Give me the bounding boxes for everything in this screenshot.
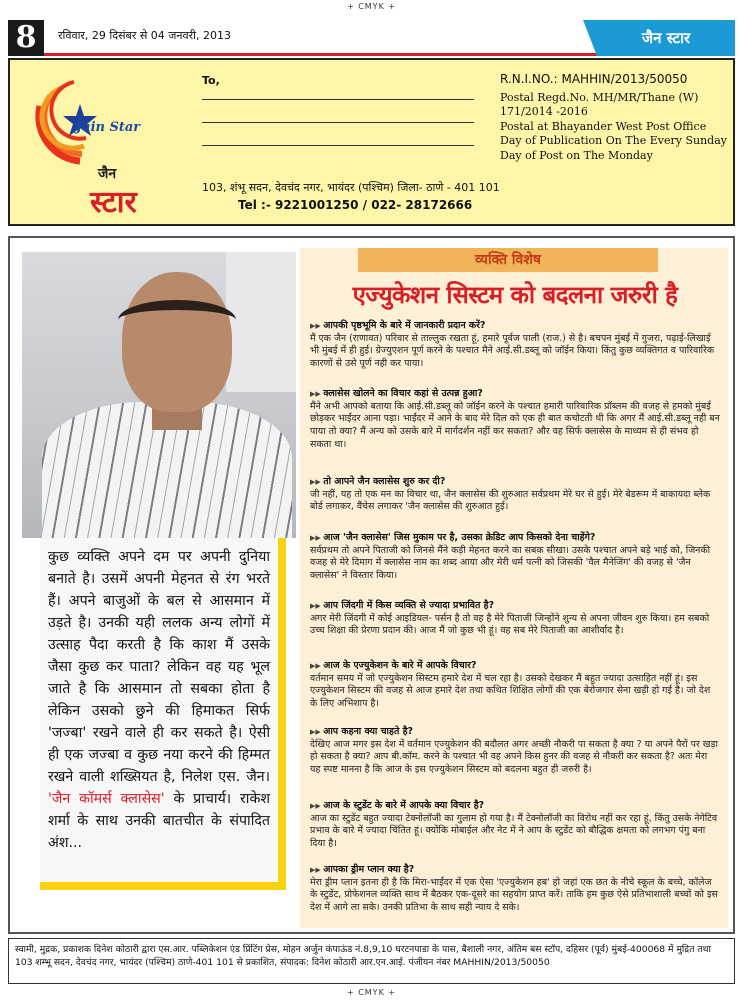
postal-line: Day of Publication On The Every Sunday	[500, 134, 727, 147]
address-block	[202, 74, 482, 146]
issue-date: रविवार, 29 दिसंबर से 04 जनवरी, 2013	[58, 29, 231, 42]
date-strip	[44, 20, 604, 56]
portrait-photo	[22, 252, 296, 538]
intro-text: कुछ व्यक्ति अपने दम पर अपनी दुनिया बनाते है। उसमें अपनी मेहनत से रंग भरते हैं। अपने बाजुओं के बल से आसमान में उड़ते है। उनकी यही ललक अन्य लोगों में उत्साह पैदा करती है कि काश मैं उसके जैसा कुछ कर पाता? लेकिन वह यह भूल जाते है कि आसमान तो सबका होता है लेकिन उसको छुने की हिमाकत सिर्फ 'जज्बा' रखने वाले ही कर सकते है। ऐसी ही एक जज्बा व कुछ नया करने की हिम्मत रखने वाली शख्सियत है, निलेश एस. जैन। 'जैन कॉमर्स क्लासेस' के प्राचार्य। राकेश शर्मा के साथ उनकी बातचीत के संपादित अंश...	[48, 549, 271, 851]
logo-latin: Jain Star	[76, 120, 141, 135]
postal-line: 171/2014 -2016	[500, 105, 588, 118]
qa-item: ▶▶ आज के स्टुडेंट के बारे में आपके क्या विचार है? आज का स्टुडेंट बहुत ज्यादा टेक्नोलॉजी का गुलाम हो गया है। मैं टेक्नोलॉजी का विरोध नहीं कर रहा हूं, किंतु उसके नेगेटिव प्रभाव के बारे में ज्यादा चिंतित हूं। क्योंकि मोबाईल और नेट में ने आप के स्टुडेंट को बौद्धिक क्षमता को लगभग पंगु बना दिया है।	[310, 800, 720, 851]
qa-item: ▶▶ आप जिंदगी में किस व्यक्ति से ज्यादा प्रभावित है? अगर मेरी जिंदगी में कोई आइडियल- पर्सन है तो वह है मेरे पिताजी जिन्होंने शुन्य से अपना जीवन शुरु किया। हम सबको उच्च शिक्षा की प्रेरणा प्रदान की। आज मैं जो कुछ भी हूं। वह सब मेरे पिताजी का आशीर्वाद है।	[310, 600, 720, 638]
to-label: To,	[202, 74, 220, 87]
postal-line: Day of Post on The Monday	[500, 148, 653, 162]
logo-hindi-big: स्टार	[90, 185, 137, 220]
qa-item: ▶▶ तो आपने जैन क्लासेस शुरु कर दी? जी नहीं, यह तो एक मन का विचार था, जैन क्लासेस की शुरुआत सर्वप्रथम मेरे घर से हुई। मेरे बेडरूम में बाकायदा ब्लेक बोर्ड लगाकर, वैंचेस लगाकर 'जैन क्लासेस की शुरुआत हुई।	[310, 476, 720, 514]
intro-quote-box	[40, 538, 286, 890]
telephone: Tel :- 9221001250 / 022- 28172666	[238, 198, 473, 212]
interview-article	[300, 248, 728, 928]
address-line	[202, 99, 474, 100]
feature-frame	[8, 236, 735, 934]
postal-info	[500, 72, 732, 163]
qa-item: ▶▶ क्लासेस खोलने का विचार कहां से उत्पन्न हुआ? मैंने अभी आपको बताया कि आई.सी.डब्लू को जॉईन करने के पश्चात हमारी पारिवारिक प्रॉब्लम की वजह से हमको मुंबई छोड़कर भाईंदर आना पड़ा। भाईंदर में आने के बाद मेरे दिल को एक ही बात कचोटती थी कि अगर मैं आई.सी.डब्लू नही बन पाया तो क्या? मैं अन्य को उसके बारे में मार्गदर्शन नहीं कर सकता? और वह सिर्फ क्लासेस के माध्यम से ही संभव हो सकता था।	[310, 388, 720, 452]
imprint-footer: स्वामी, मुद्रक, प्रकाशक दिनेश कोठारी द्वारा एस.आर. पब्लिकेशन एंड प्रिंटिंग प्रेस, मोहन अर्जुन कंपाऊंड नं.8,9,10 घरटनपाडा के पास, बैशाली नगर, अंतिम बस स्टॉप, दहिसर (पूर्व) मुंबई-400068 में मुद्रित तथा 103 शम्भू सदन, देवचंद नगर, भायंदर (पश्चिम) ठाणे-401 101 से प्रकाशित, संपादक: दिनेश कोठारी आर.एन.आई. पंजीयन नंबर MAHHIN/2013/50050	[8, 938, 735, 984]
qa-item: ▶▶ आज 'जैन क्लासेस' जिस मुकाम पर है, उसका क्रेडिट आप किसको देना चाहेंगे? सर्वप्रथम तो अपने पिताजी को जिनसे मैंने कड़ी मेहनत करने का सबक सीखा। उसके पश्चात अपने बड़े भाई को, जिनकी वजह से मेरे दिमाग में क्लासेस नाम का शब्द आया और मेरी धर्म पत्नी को जिसकी 'वैल मैनेजिंग' की वजह से 'जैन क्लासेस' ने विस्तार किया।	[310, 532, 720, 583]
section-ribbon: व्यक्ति विशेष	[358, 248, 658, 272]
qa-item: ▶▶ आज के एज्युकेशन के बारे में आपके विचार? वर्तमान समय में जो एज्युकेशन सिस्टम हमारे देश में चल रहा है। उसको देखकर मैं बहुत ज्यादा उत्साहित नहीं हूं। इस एज्युकेशन सिस्टम की वजह से आज हमारे देश तथा कथित शिक्षित लोगों की एक बेरोजगार सेना खड़ी हो गई है। जो देश के लिए अभिशाप है।	[310, 660, 720, 711]
brand-tab: जैन स्टार	[597, 20, 735, 56]
logo-hindi-small: जैन	[98, 166, 117, 182]
address-line	[202, 145, 474, 146]
registration-mark-bottom: + CMYK +	[346, 988, 397, 997]
address-line	[202, 122, 474, 123]
postal-line: Postal Regd.No. MH/MR/Thane (W)	[500, 90, 699, 104]
jain-star-logo	[16, 64, 196, 219]
masthead	[8, 58, 735, 226]
qa-item: ▶▶ आपका ड्रीम प्लान क्या है? मेरा ड्रीम प्लान इतना ही है कि मिरा-भाईंदर में एक ऐसा 'एज्युकेशन हब' हो जहां एक छत के नीचे स्कूल के बच्चे, कॉलेज के स्टुडेंट, प्रोफेशनल व्यक्ति साथ में बैठकर एक-दूसरे का सहयोग प्राप्त करें। ताकि हम कुछ ऐसे प्रतिभाशाली बच्चों को इस देश में आगे ला सके। उनकी प्रतिभा के साथ सही न्याय दे सके।	[310, 864, 720, 915]
registration-mark-top: + CMYK +	[346, 2, 397, 11]
headline: एज्युकेशन सिस्टम को बदलना जरुरी है	[352, 281, 678, 309]
swirl-star-icon	[20, 66, 140, 166]
page-header	[0, 20, 743, 56]
postal-line: Postal at Bhayander West Post Office	[500, 119, 707, 133]
page-number: 8	[8, 20, 44, 56]
rni-number: R.N.I.NO.: MAHHIN/2013/50050	[500, 72, 688, 86]
office-address: 103, शंभू सदन, देवचंद नगर, भायंदर (पश्चिम) जिला- ठाणे - 401 101	[202, 181, 500, 194]
qa-item: ▶▶ आपकी पृष्ठभूमि के बारे में जानकारी प्रदान करें? मैं एक जैन (राणावत) परिवार से ताल्लुक रखता हूं, हमारे पूर्वज पाली (राज.) से है। बचपन मुंबई में गुजरा, पढ़ाई-लिखाई भी मुंबई में ही हुई। ग्रेज्युएशन पूर्ण करने के पश्चात मैने आई.सी.डब्लू को जॉईन किया। किंतु कुछ व्यक्तिगत व पारिवारिक कारणों से उसे पूर्ण नही कर पाया।	[310, 320, 720, 371]
highlight-name: 'जैन कॉमर्स क्लासेस'	[48, 791, 165, 807]
qa-item: ▶▶ आप कहना क्या चाहते है? देखिए आज मगर इस देश में वर्तमान एज्युकेशन की बदौलत अगर अच्छी नौकरी पा सकता है क्या ? या अपने पैरों पर खड़ा हो सकता है क्या? आप बी.कॉम. करने के पश्चात भी वह अपने किस हुनर की वजह से नौकरी कर सकता है? अतः मेरा यह स्पष्ट मानना है कि आज के इस एज्युकेशन सिस्टम को बदलना बहुत ही जरुरी है।	[310, 726, 720, 777]
